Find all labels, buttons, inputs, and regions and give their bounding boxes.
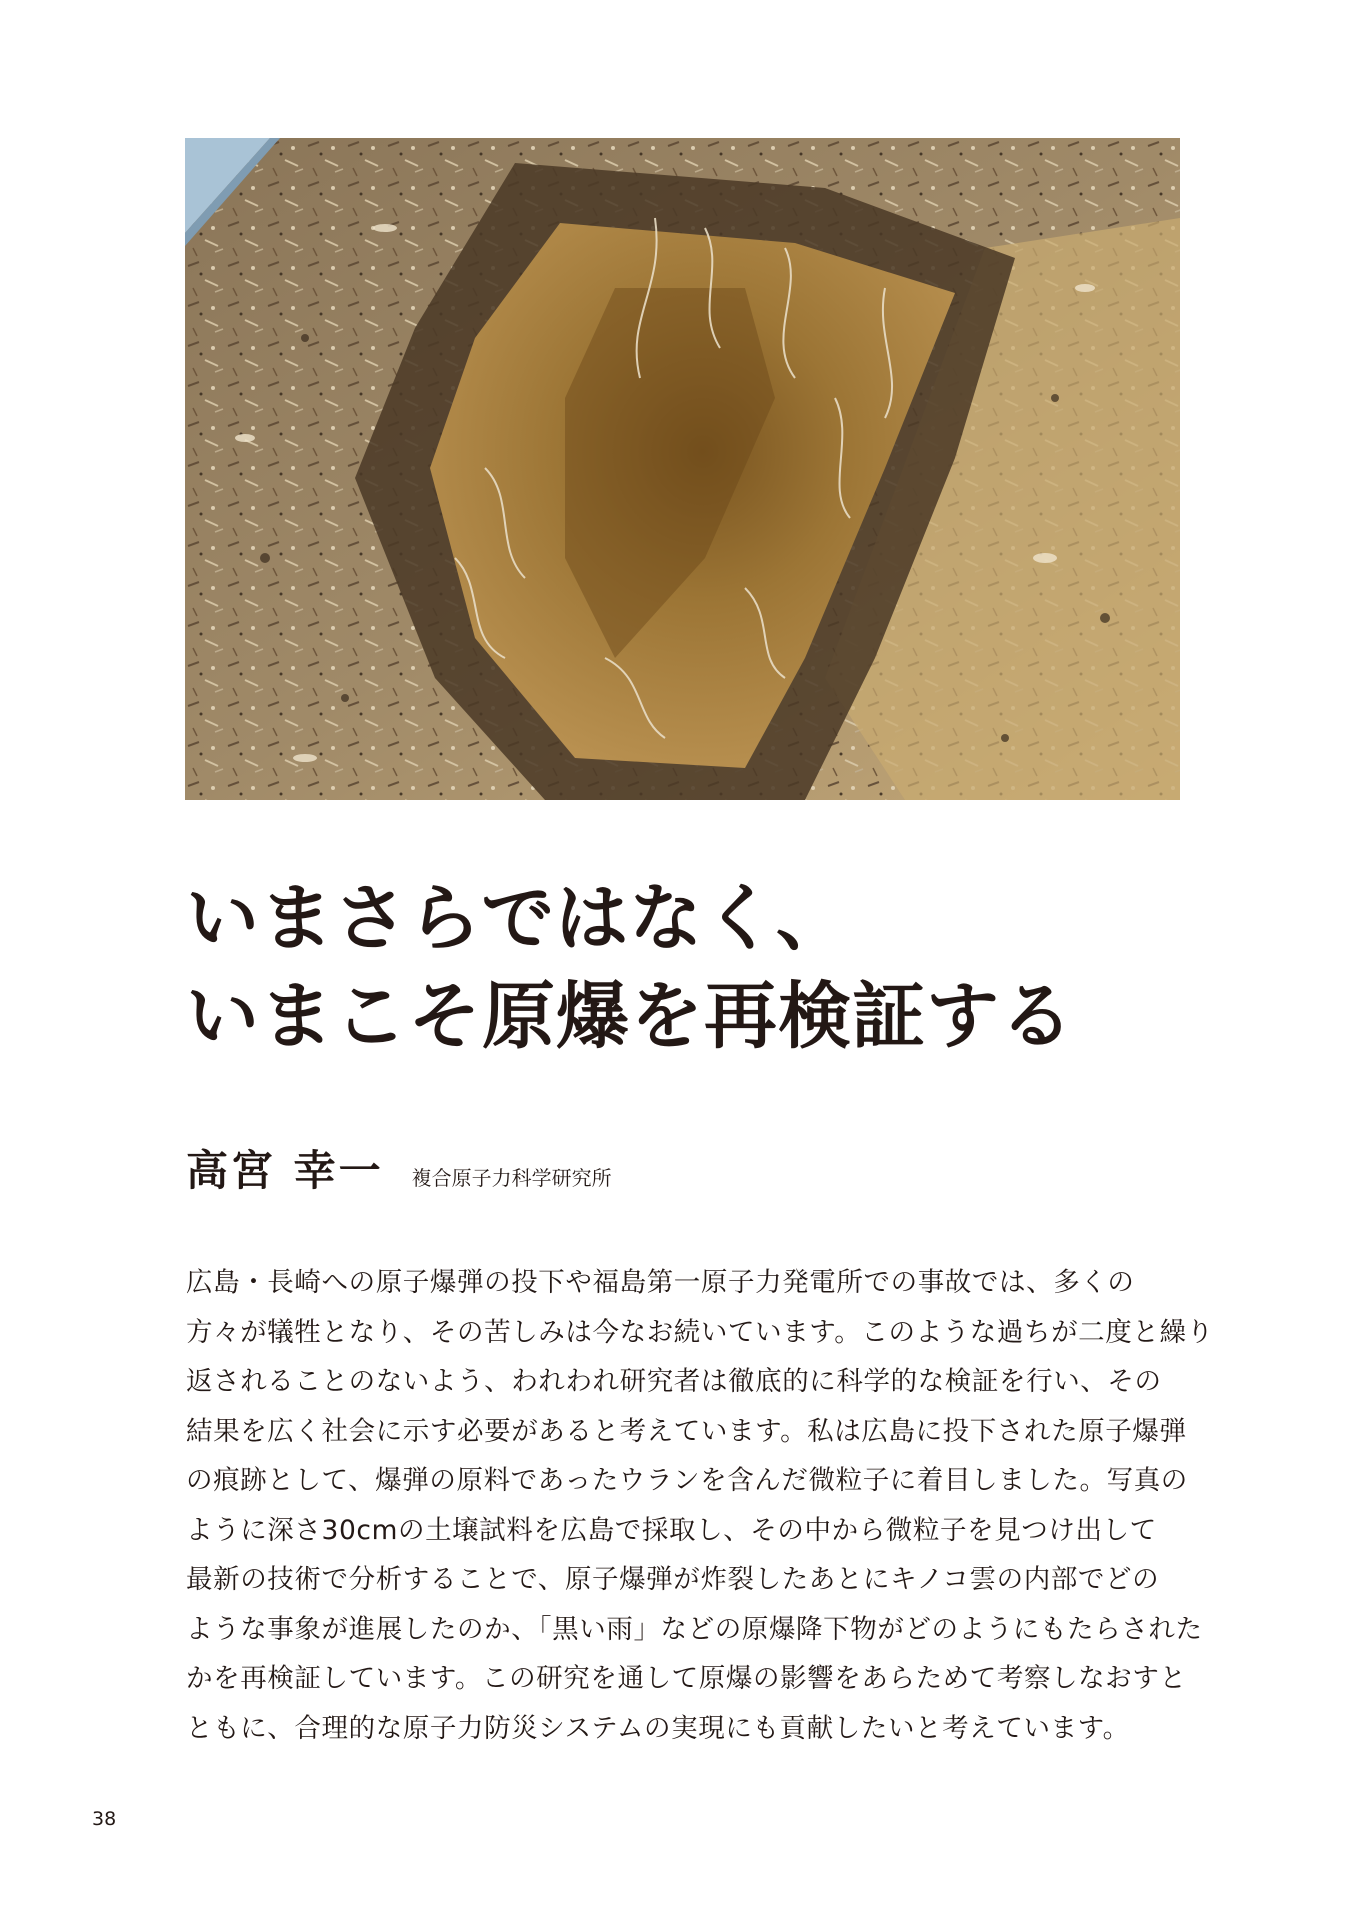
- article-body: [186, 1258, 1214, 1753]
- byline: [186, 1138, 612, 1198]
- page-number: 38: [92, 1808, 117, 1830]
- body-line: かを再検証しています。この研究を通して原爆の影響をあらためて考察しなおすと: [186, 1663, 1187, 1694]
- title-line-1: いまさらではなく、: [186, 876, 850, 961]
- body-line: ともに、合理的な原子力防災システムの実現にも貢献したいと考えています。: [186, 1712, 1130, 1744]
- soil-pit-photo: [185, 138, 1180, 800]
- body-line: 最新の技術で分析することで、原子爆弾が炸裂したあとにキノコ雲の内部でどの: [186, 1564, 1160, 1595]
- soil-pit-illustration: [185, 138, 1180, 800]
- title-line-2: いまこそ原爆を再検証する: [186, 974, 1074, 1059]
- body-line: 広島・長崎への原子爆弾の投下や福島第一原子力発電所での事故では、多くの: [186, 1267, 1135, 1298]
- author-affiliation: 複合原子力科学研究所: [411, 1166, 612, 1190]
- body-line: ような事象が進展したのか、「黒い雨」などの原爆降下物がどのようにもたらされた: [186, 1613, 1203, 1645]
- author-name: 高宮 幸一: [186, 1146, 384, 1195]
- body-line: の痕跡として、爆弾の原料であったウランを含んだ微粒子に着目しました。写真の: [186, 1465, 1188, 1496]
- body-line: ように深さ30cmの土壌試料を広島で採取し、その中から微粒子を見つけ出して: [186, 1514, 1157, 1546]
- body-line: 返されることのないよう、われわれ研究者は徹底的に科学的な検証を行い、その: [186, 1366, 1162, 1397]
- article-title: [186, 870, 1186, 1066]
- body-line: 方々が犠牲となり、その苦しみは今なお続いています。このような過ちが二度と繰り: [186, 1316, 1214, 1348]
- body-line: 結果を広く社会に示す必要があると考えています。私は広島に投下された原子爆弾: [186, 1415, 1187, 1447]
